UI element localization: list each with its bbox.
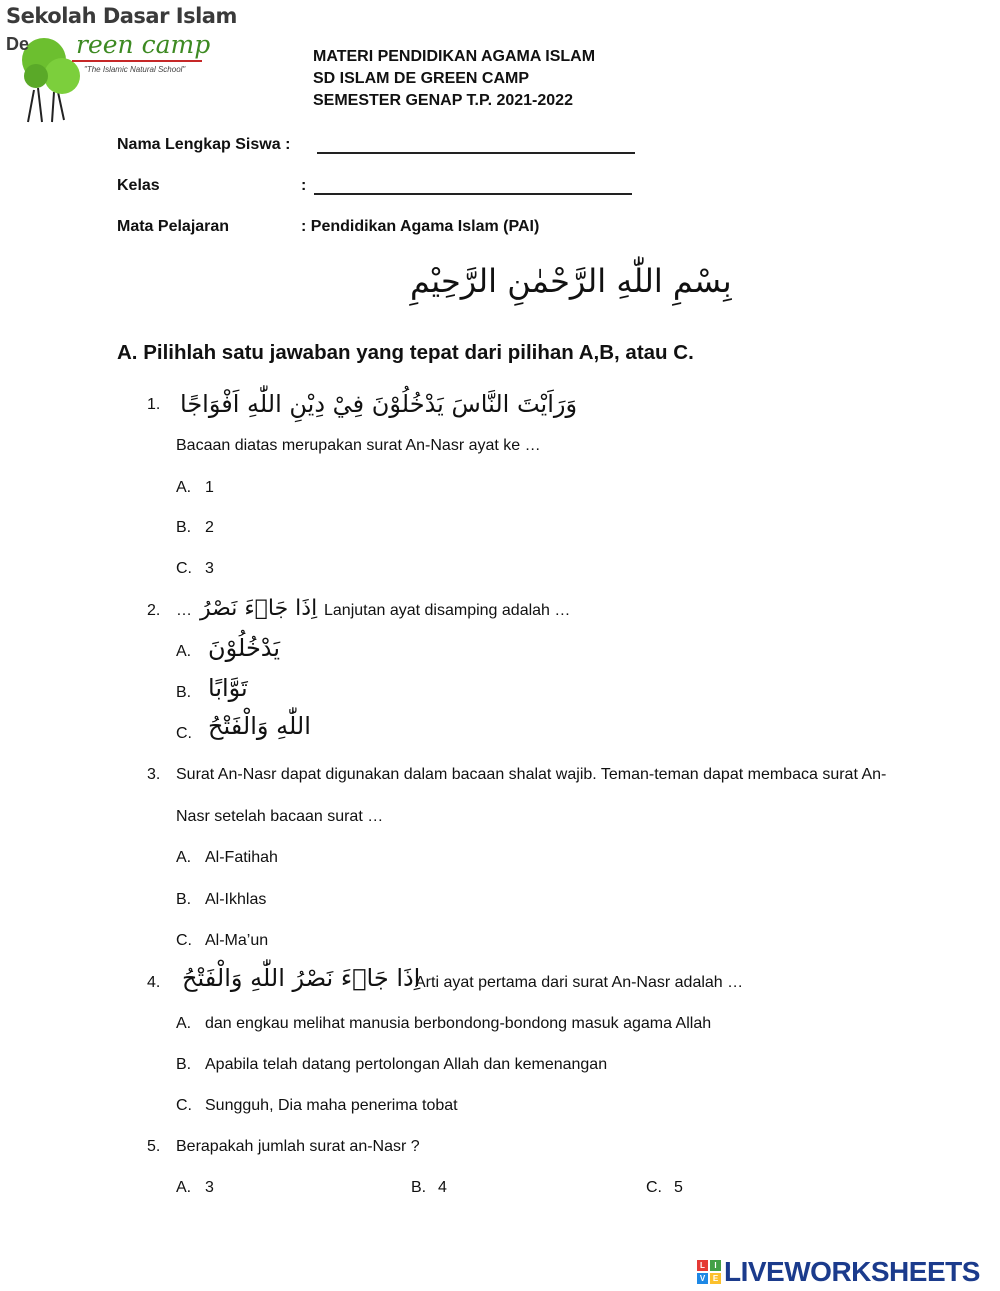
name-label: Nama Lengkap Siswa : <box>117 136 291 153</box>
liveworksheets-text: LIVEWORKSHEETS <box>724 1256 980 1287</box>
logo-underline <box>72 60 202 62</box>
document-header <box>313 46 595 112</box>
q3-option-b[interactable]: Al-Ikhlas <box>205 891 267 908</box>
q2-option-a-letter[interactable]: A. <box>176 643 192 660</box>
q4-option-b-letter[interactable]: B. <box>176 1056 192 1073</box>
q5-text: Berapakah jumlah surat an-Nasr ? <box>176 1138 420 1155</box>
q1-option-b-letter[interactable]: B. <box>176 519 192 536</box>
q2-dots: … <box>176 602 192 619</box>
q2-arabic: اِذَا جَاۤءَ نَصْرُ <box>200 596 318 621</box>
q1-option-c-letter[interactable]: C. <box>176 560 192 577</box>
class-label: Kelas <box>117 177 160 194</box>
subject-label: Mata Pelajaran <box>117 218 230 235</box>
q1-option-b[interactable]: 2 <box>205 519 214 536</box>
q4-option-c-letter[interactable]: C. <box>176 1097 192 1114</box>
header-line-2: SD ISLAM DE GREEN CAMP <box>313 70 530 87</box>
q4-number: 4. <box>147 974 161 991</box>
logo-tile-i: I <box>710 1260 721 1271</box>
logo-de: De <box>6 34 30 54</box>
class-field[interactable] <box>314 193 632 195</box>
q4-text: Arti ayat pertama dari surat An-Nasr adalah … <box>415 974 744 991</box>
q2-option-c-letter[interactable]: C. <box>176 725 192 742</box>
liveworksheets-logo-icon <box>697 1260 721 1284</box>
q2-text: Lanjutan ayat disamping adalah … <box>324 602 571 619</box>
logo-tagline: "The Islamic Natural School" <box>84 65 186 74</box>
q1-arabic: وَرَاَيْتَ النَّاسَ يَدْخُلُوْنَ فِيْ دِيْنِ اللّٰهِ اَفْوَاجًا <box>180 390 578 418</box>
q3-option-c[interactable]: Al-Ma’un <box>205 932 269 949</box>
q3-option-c-letter[interactable]: C. <box>176 932 192 949</box>
q5-option-a[interactable]: 3 <box>205 1179 214 1196</box>
q1-text: Bacaan diatas merupakan surat An-Nasr ayat ke … <box>176 437 541 454</box>
q1-option-a[interactable]: 1 <box>205 479 214 496</box>
q2-number: 2. <box>147 602 161 619</box>
logo-tile-e: E <box>710 1273 721 1284</box>
q1-option-a-letter[interactable]: A. <box>176 479 192 496</box>
liveworksheets-brand <box>697 1256 980 1288</box>
q4-option-a-letter[interactable]: A. <box>176 1015 192 1032</box>
header-line-3: SEMESTER GENAP T.P. 2021-2022 <box>313 92 573 109</box>
q1-number: 1. <box>147 396 161 413</box>
q3-text-line-2: Nasr setelah bacaan surat … <box>176 808 384 825</box>
subject-value: : Pendidikan Agama Islam (PAI) <box>301 218 540 235</box>
q3-text-line-1: Surat An-Nasr dapat digunakan dalam bacaan shalat wajib. Teman-teman dapat membaca surat An- <box>176 766 887 783</box>
header-line-1: MATERI PENDIDIKAN AGAMA ISLAM <box>313 48 596 65</box>
q2-option-b[interactable]: تَوَّابًا <box>208 674 248 702</box>
basmalah: بِسْمِ اللّٰهِ الرَّحْمٰنِ الرَّحِيْمِ <box>410 262 732 300</box>
q5-option-a-letter[interactable]: A. <box>176 1179 192 1196</box>
q5-option-c-letter[interactable]: C. <box>646 1179 662 1196</box>
q4-option-b[interactable]: Apabila telah datang pertolongan Allah dan kemenangan <box>205 1056 608 1073</box>
q4-option-a[interactable]: dan engkau melihat manusia berbondong-bondong masuk agama Allah <box>205 1015 712 1032</box>
logo-green-camp: reen camp <box>76 30 211 59</box>
q1-option-c[interactable]: 3 <box>205 560 214 577</box>
q3-number: 3. <box>147 766 161 783</box>
logo-tile-v: V <box>697 1273 708 1284</box>
q4-arabic: اِذَا جَاۤءَ نَصْرُ اللّٰهِ وَالْفَتْحُ <box>182 964 421 992</box>
q2-option-b-letter[interactable]: B. <box>176 684 192 701</box>
class-colon: : <box>301 177 307 194</box>
q4-option-c[interactable]: Sungguh, Dia maha penerima tobat <box>205 1097 458 1114</box>
q2-option-c[interactable]: اللّٰهِ وَالْفَتْحُ <box>208 712 311 740</box>
q5-option-c[interactable]: 5 <box>674 1179 683 1196</box>
q5-number: 5. <box>147 1138 161 1155</box>
q3-option-a-letter[interactable]: A. <box>176 849 192 866</box>
q5-option-b[interactable]: 4 <box>438 1179 447 1196</box>
q5-option-b-letter[interactable]: B. <box>411 1179 427 1196</box>
q3-option-a[interactable]: Al-Fatihah <box>205 849 278 866</box>
section-a-title: A. Pilihlah satu jawaban yang tepat dari pilihan A,B, atau C. <box>117 341 694 364</box>
q3-option-b-letter[interactable]: B. <box>176 891 192 908</box>
name-field[interactable] <box>317 152 635 154</box>
school-name: Sekolah Dasar Islam <box>6 4 237 28</box>
logo-tile-l: L <box>697 1260 708 1271</box>
q2-option-a[interactable]: يَدْخُلُوْنَ <box>208 634 281 662</box>
